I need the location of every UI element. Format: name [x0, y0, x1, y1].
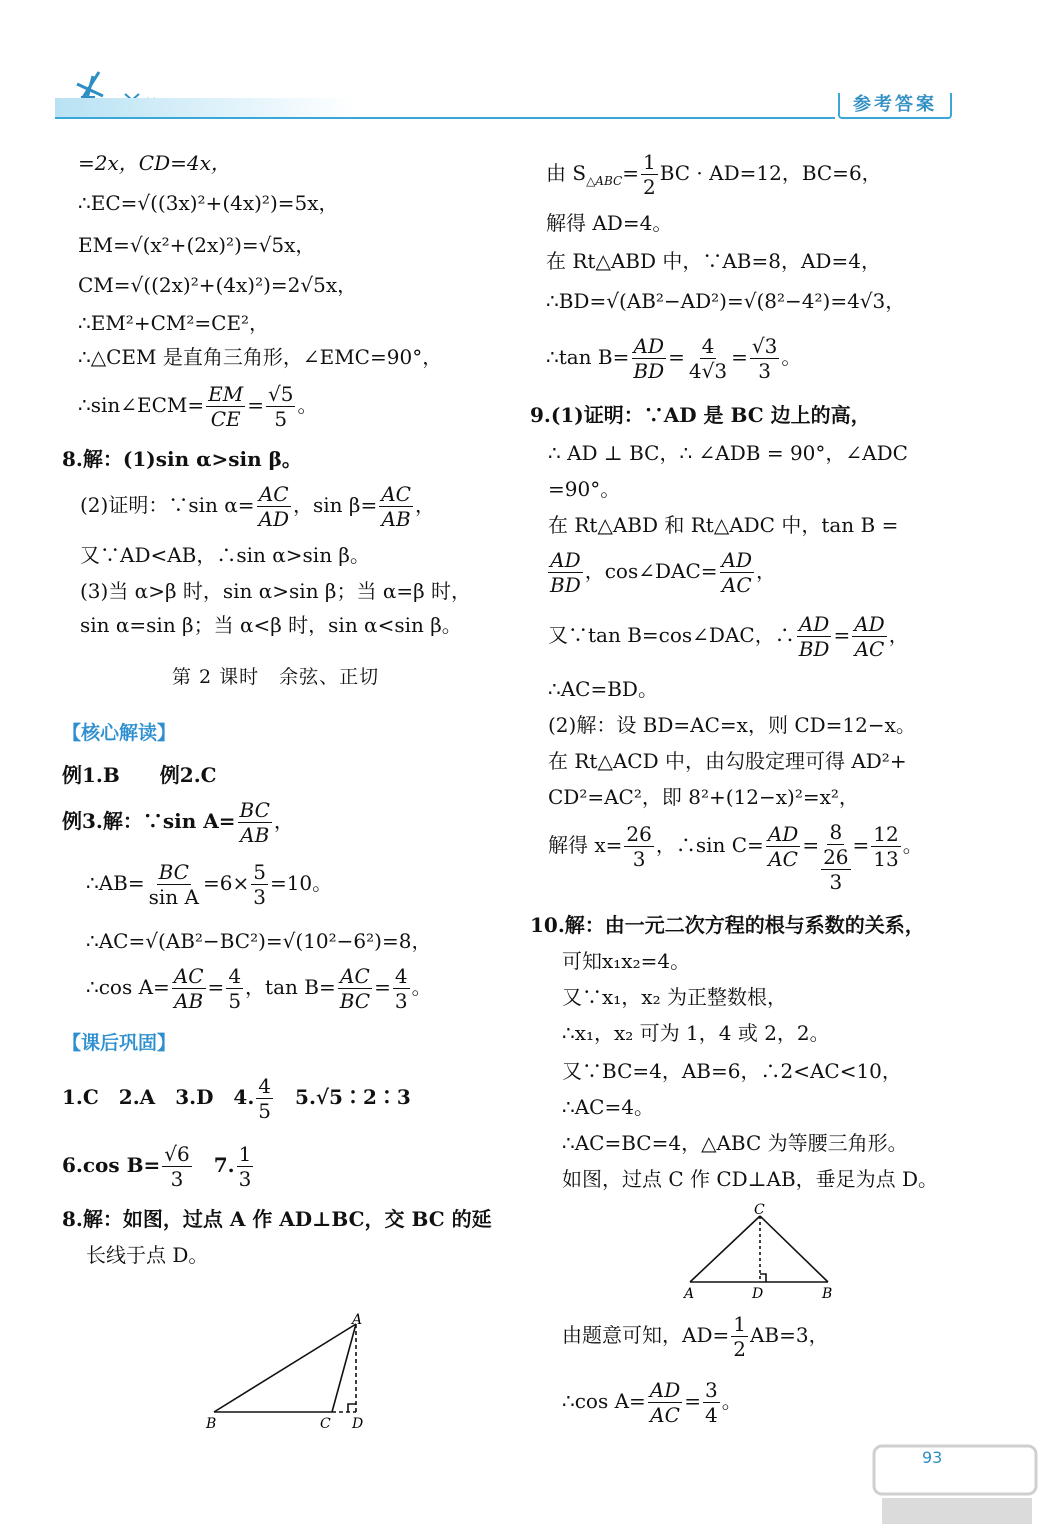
section-tag-review: 【课后巩固】 — [62, 1032, 177, 1054]
formula-text: 。 — [721, 1389, 742, 1413]
numerator: 4 — [701, 334, 715, 358]
fraction — [147, 860, 201, 909]
fraction — [256, 1074, 273, 1123]
denominator: BD — [798, 637, 830, 661]
numerator: AD — [767, 822, 799, 846]
inner-numerator: 26 — [823, 845, 849, 869]
numerator: 1 — [642, 150, 656, 174]
fraction — [238, 798, 272, 847]
denominator: 3 — [170, 1167, 184, 1191]
formula-text: = — [684, 1389, 702, 1413]
numerator: 4 — [228, 964, 242, 988]
text-line: 在 Rt△ABD 中，∵AB=8，AD=4， — [546, 249, 881, 273]
denominator: 5 — [228, 989, 242, 1013]
denominator: 3 — [632, 847, 646, 871]
denominator: BD — [633, 359, 665, 383]
denominator: 2 — [642, 175, 656, 199]
fraction — [852, 612, 886, 661]
segment-cb — [760, 1216, 828, 1282]
formula-text: ∴cos A= — [562, 1389, 646, 1413]
text-line: ∴EM²+CM²=CE²， — [78, 311, 270, 335]
denominator: 4 — [705, 1403, 718, 1427]
denominator: 2 — [733, 1337, 746, 1361]
formula-text: 由题意可知，AD= — [562, 1323, 730, 1347]
numerator: 8 — [829, 820, 843, 844]
numerator: 1 — [238, 1142, 252, 1166]
inner-denominator: 3 — [829, 870, 843, 894]
fraction — [251, 860, 268, 909]
fraction — [206, 382, 245, 431]
formula-line — [62, 798, 294, 847]
fraction — [731, 1312, 748, 1361]
fraction — [871, 822, 900, 871]
vertex-label-c: C — [754, 1202, 765, 1218]
formula-text: = — [852, 833, 870, 857]
text-line: ∴△CEM 是直角三角形，∠EMC=90°， — [78, 345, 443, 369]
denominator: AC — [768, 847, 798, 871]
fraction — [548, 548, 583, 597]
answer-text: 7. — [193, 1153, 235, 1177]
denominator: AB — [174, 989, 204, 1013]
fraction — [631, 334, 666, 383]
formula-text: ∴cos A= — [86, 975, 170, 999]
page-number: 93 — [922, 1448, 943, 1467]
denominator: 3 — [758, 359, 771, 383]
numerator: √6 — [164, 1142, 190, 1166]
text-line: =2x，CD=4x， — [78, 151, 231, 175]
formula-line — [62, 1142, 255, 1191]
fraction — [720, 548, 754, 597]
text-line: ∴AC=BD。 — [548, 677, 658, 701]
fraction — [162, 1142, 191, 1191]
formula-text: = — [374, 975, 391, 999]
page-header — [0, 0, 1049, 130]
text-line: 如图，过点 C 作 CD⊥AB，垂足为点 D。 — [562, 1167, 939, 1191]
text-line: ∴AC=√(AB²−BC²)=√(10²−6²)=8， — [86, 929, 432, 953]
fraction — [687, 334, 729, 383]
denominator: BD — [550, 573, 581, 597]
text-line: CM=√((2x)²+(4x)²)=2√5x， — [78, 273, 358, 297]
section-label: 参考答案 — [838, 93, 952, 119]
numerator: AD — [854, 612, 885, 636]
formula-text: ，∴sin C= — [655, 833, 764, 857]
text-line — [530, 912, 925, 938]
numerator: √3 — [751, 334, 778, 358]
denominator: AC — [854, 637, 885, 661]
numerator: 5 — [253, 860, 266, 884]
formula-line — [546, 548, 776, 597]
denominator: CE — [210, 407, 241, 431]
triangle-figure-isosceles — [676, 1198, 846, 1304]
numerator: AD — [798, 612, 830, 636]
text-line — [62, 1206, 492, 1232]
formula-line — [562, 1378, 742, 1427]
text-line: ∴EC=√((3x)²+(4x)²)=5x， — [78, 191, 339, 215]
formula-text: = — [622, 161, 639, 185]
text-line: =90°。 — [548, 477, 621, 501]
fraction — [624, 822, 653, 871]
text-line — [62, 762, 217, 788]
formula-text: AB=3， — [749, 1323, 829, 1347]
text-line: 在 Rt△ABD 和 Rt△ADC 中，tan B = — [548, 513, 899, 537]
text-line: CD²=AC²，即 8²+(12−x)²=x²， — [548, 785, 859, 809]
vertex-label-c: C — [320, 1416, 331, 1432]
denominator: 5 — [274, 407, 288, 431]
numerator: 4 — [394, 964, 408, 988]
denominator: AD — [258, 507, 289, 531]
numerator: AD — [550, 548, 581, 572]
formula-line — [80, 482, 435, 531]
text-line: 解得 AD=4。 — [546, 211, 673, 235]
vertex-label-b: B — [822, 1286, 833, 1302]
fraction — [766, 822, 800, 871]
vertex-label-a: A — [684, 1286, 695, 1302]
question-text: 9.(1)证明：∵AD 是 BC 边上的高， — [530, 403, 871, 427]
text-line: EM=√(x²+(2x)²)=√5x， — [78, 233, 316, 257]
numerator: 3 — [705, 1378, 718, 1402]
formula-text: BC · AD=12，BC=6， — [659, 161, 882, 185]
numerator: AC — [381, 482, 411, 506]
formula-line — [548, 612, 909, 661]
fraction — [237, 1142, 254, 1191]
formula-text: = — [668, 345, 685, 369]
formula-text: (2)证明：∵sin α= — [80, 493, 255, 517]
denominator: 3 — [394, 989, 408, 1013]
numerator: 12 — [873, 822, 899, 846]
numerator: AC — [258, 482, 289, 506]
formula-text: ∴sin∠ECM= — [78, 393, 205, 417]
denominator: AC — [650, 1403, 680, 1427]
formula-text: =6× — [202, 871, 250, 895]
fraction — [257, 482, 291, 531]
right-angle-mark — [760, 1274, 766, 1282]
fraction — [703, 1378, 720, 1427]
text-line: 在 Rt△ACD 中，由勾股定理可得 AD²+ — [548, 749, 907, 773]
triangle-figure-obtuse — [200, 1312, 380, 1436]
formula-text: 。 — [902, 833, 923, 857]
compound-fraction — [821, 820, 850, 894]
denominator: 3 — [238, 1167, 252, 1191]
formula-text: 。 — [411, 975, 432, 999]
section-tag-core: 【核心解读】 — [62, 722, 177, 744]
formula-text: ， — [888, 623, 909, 647]
numerator: AD — [721, 548, 753, 572]
text-line: ∴ AD ⊥ BC，∴ ∠ADB = 90°，∠ADC — [548, 441, 908, 465]
numerator: AC — [340, 964, 370, 988]
header-rule — [55, 117, 835, 119]
formula-text: ， — [756, 559, 777, 583]
formula-text: =10。 — [269, 871, 333, 895]
denominator: 5 — [258, 1099, 272, 1123]
formula-text: ，tan B= — [245, 975, 336, 999]
fraction — [393, 964, 410, 1013]
formula-line — [548, 822, 923, 894]
formula-text: ∴AB= — [86, 871, 145, 895]
formula-text: 由 S — [546, 161, 587, 185]
formula-text: 。 — [297, 393, 318, 417]
formula-text: = — [731, 345, 748, 369]
denominator: AB — [240, 823, 270, 847]
numerator: √5 — [268, 382, 294, 406]
numerator: 26 — [626, 822, 652, 846]
formula-line — [86, 860, 332, 909]
formula-text: = — [247, 393, 265, 417]
right-angle-mark — [348, 1404, 356, 1412]
formula-text: ， — [414, 493, 435, 517]
formula-text: ，cos∠DAC= — [584, 559, 718, 583]
text-line: 长线于点 D。 — [86, 1243, 209, 1267]
question-text: 10.解：由一元二次方程的根与系数的关系， — [530, 913, 925, 937]
formula-line — [86, 964, 432, 1013]
text-line: (3)当 α>β 时，sin α>sin β；当 α=β 时， — [80, 579, 472, 603]
text-line — [530, 402, 871, 428]
question-text: 8.解：(1)sin α>sin β。 — [62, 447, 302, 471]
lesson-title: 第 2 课时 余弦、正切 — [172, 666, 380, 688]
formula-line — [62, 1074, 411, 1123]
fraction — [797, 612, 832, 661]
numerator: BC — [239, 798, 270, 822]
formula-text: ， — [273, 809, 294, 833]
numerator: 1 — [733, 1312, 746, 1336]
answer-text: 1.C 2.A 3.D 4. — [62, 1085, 255, 1109]
fraction — [338, 964, 372, 1013]
fraction — [266, 382, 295, 431]
denominator: BC — [339, 989, 371, 1013]
formula-text: 又∵tan B=cos∠DAC，∴ — [548, 623, 795, 647]
vertex-label-d: D — [352, 1416, 364, 1432]
answer-text: 5.√5∶2∶3 — [275, 1085, 411, 1109]
numerator: 4 — [258, 1074, 272, 1098]
formula-text: 解得 x= — [548, 833, 623, 857]
fraction — [750, 334, 779, 383]
vertex-label-d: D — [752, 1286, 764, 1302]
text-line: 又∵x₁，x₂ 为正整数根， — [562, 985, 787, 1009]
subscript: △ABC — [586, 174, 623, 188]
watermark-logo-icon — [870, 1440, 1040, 1530]
formula-line — [78, 382, 317, 431]
formula-text: = — [833, 623, 851, 647]
numerator: AD — [633, 334, 664, 358]
text-line: 可知x₁x₂=4。 — [562, 949, 691, 973]
text-line: 又∵AD<AB，∴sin α>sin β。 — [80, 543, 370, 567]
text-line: ∴AC=4。 — [562, 1095, 654, 1119]
answer-text: 例1.B 例2.C — [62, 763, 217, 787]
denominator: sin A — [148, 885, 199, 909]
numerator: AD — [649, 1378, 681, 1402]
text-line: (2)解：设 BD=AC=x，则 CD=12−x。 — [548, 713, 916, 737]
fraction — [172, 964, 206, 1013]
denominator: 4√3 — [688, 359, 728, 383]
formula-text: ，sin β= — [292, 493, 378, 517]
formula-text: = — [802, 833, 820, 857]
formula-text: = — [207, 975, 225, 999]
denominator: AC — [721, 573, 752, 597]
formula-text: ∴tan B= — [546, 345, 630, 369]
answer-text: 6.cos B= — [62, 1153, 161, 1177]
question-text: 8.解：如图，过点 A 作 AD⊥BC，交 BC 的延 — [62, 1207, 492, 1231]
header-band — [55, 98, 355, 118]
fraction — [641, 150, 658, 199]
segment-ba — [214, 1324, 356, 1412]
text-line — [62, 446, 302, 472]
segment-ac — [690, 1216, 760, 1282]
text-line: ∴x₁，x₂ 可为 1，4 或 2，2。 — [562, 1021, 830, 1045]
denominator: AB — [381, 507, 411, 531]
vertex-label-a: A — [352, 1312, 363, 1328]
numerator: BC — [158, 860, 189, 884]
formula-text: 例3.解：∵sin A= — [62, 809, 236, 833]
formula-line — [546, 334, 801, 383]
vertex-label-b: B — [206, 1416, 217, 1432]
denominator: 3 — [253, 885, 266, 909]
fraction — [648, 1378, 682, 1427]
numerator: EM — [208, 382, 244, 406]
fraction — [379, 482, 413, 531]
formula-line — [546, 150, 882, 199]
numerator: AC — [173, 964, 204, 988]
formula-text: 。 — [781, 345, 802, 369]
text-line: ∴AC=BC=4，△ABC 为等腰三角形。 — [562, 1131, 908, 1155]
text-line: sin α=sin β；当 α<β 时，sin α<sin β。 — [80, 613, 462, 637]
text-line: 又∵BC=4，AB=6，∴2<AC<10， — [562, 1059, 902, 1083]
formula-line — [562, 1312, 829, 1361]
denominator: 13 — [873, 847, 899, 871]
fraction — [226, 964, 243, 1013]
text-line: ∴BD=√(AB²−AD²)=√(8²−4²)=4√3， — [546, 289, 906, 313]
